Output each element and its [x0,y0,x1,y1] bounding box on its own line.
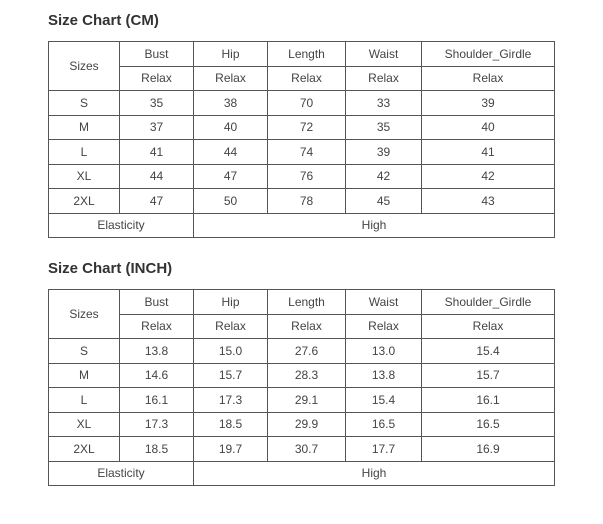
value-cell: 18.5 [120,437,194,462]
value-cell: 44 [194,140,268,165]
value-cell: 17.7 [346,437,422,462]
size-chart-cm-table [48,41,555,238]
size-cell: S [49,339,120,364]
value-cell: 15.0 [194,339,268,364]
column-header-bust: Bust [120,290,194,315]
value-cell: 47 [194,164,268,189]
sizes-header: Sizes [49,42,120,91]
size-cell: S [49,91,120,116]
table-row [49,388,555,413]
sizes-header: Sizes [49,290,120,339]
fit-subheader: Relax [120,66,194,91]
table-row [49,437,555,462]
fit-subheader: Relax [268,314,346,339]
size-cell: M [49,115,120,140]
elasticity-label: Elasticity [49,461,194,486]
fit-subheader: Relax [194,66,268,91]
value-cell: 76 [268,164,346,189]
size-cell: XL [49,412,120,437]
size-chart-cm-title: Size Chart (CM) [48,12,159,29]
column-header-waist: Waist [346,290,422,315]
value-cell: 47 [120,189,194,214]
elasticity-value: High [194,461,555,486]
fit-subheader: Relax [268,66,346,91]
elasticity-row [49,213,555,238]
value-cell: 45 [346,189,422,214]
elasticity-row [49,461,555,486]
value-cell: 30.7 [268,437,346,462]
value-cell: 35 [346,115,422,140]
header-row [49,42,555,67]
value-cell: 15.7 [194,363,268,388]
header-row [49,290,555,315]
value-cell: 43 [422,189,555,214]
value-cell: 29.9 [268,412,346,437]
column-header-length: Length [268,290,346,315]
value-cell: 29.1 [268,388,346,413]
table-row [49,140,555,165]
value-cell: 18.5 [194,412,268,437]
value-cell: 17.3 [120,412,194,437]
value-cell: 16.1 [120,388,194,413]
value-cell: 40 [194,115,268,140]
size-chart-inch-title: Size Chart (INCH) [48,260,173,277]
value-cell: 35 [120,91,194,116]
value-cell: 33 [346,91,422,116]
column-header-hip: Hip [194,42,268,67]
value-cell: 38 [194,91,268,116]
size-cell: L [49,140,120,165]
value-cell: 41 [120,140,194,165]
value-cell: 13.8 [120,339,194,364]
table-row [49,91,555,116]
subheader-row [49,314,555,339]
size-cell: 2XL [49,437,120,462]
elasticity-label: Elasticity [49,213,194,238]
column-header-waist: Waist [346,42,422,67]
value-cell: 27.6 [268,339,346,364]
value-cell: 78 [268,189,346,214]
value-cell: 39 [422,91,555,116]
value-cell: 74 [268,140,346,165]
value-cell: 15.4 [422,339,555,364]
value-cell: 15.7 [422,363,555,388]
value-cell: 16.5 [346,412,422,437]
value-cell: 17.3 [194,388,268,413]
value-cell: 37 [120,115,194,140]
column-header-length: Length [268,42,346,67]
fit-subheader: Relax [120,314,194,339]
column-header-hip: Hip [194,290,268,315]
value-cell: 42 [346,164,422,189]
value-cell: 72 [268,115,346,140]
table-row [49,363,555,388]
value-cell: 28.3 [268,363,346,388]
column-header-shoulder-girdle: Shoulder_Girdle [422,42,555,67]
value-cell: 13.0 [346,339,422,364]
value-cell: 41 [422,140,555,165]
table-row [49,164,555,189]
size-chart-inch-table [48,289,555,486]
size-cell: 2XL [49,189,120,214]
table-row [49,189,555,214]
value-cell: 19.7 [194,437,268,462]
fit-subheader: Relax [422,66,555,91]
fit-subheader: Relax [346,66,422,91]
table-row [49,412,555,437]
table-row [49,339,555,364]
value-cell: 14.6 [120,363,194,388]
table-row [49,115,555,140]
value-cell: 42 [422,164,555,189]
value-cell: 39 [346,140,422,165]
size-cell: XL [49,164,120,189]
fit-subheader: Relax [194,314,268,339]
column-header-shoulder-girdle: Shoulder_Girdle [422,290,555,315]
fit-subheader: Relax [422,314,555,339]
size-cell: L [49,388,120,413]
value-cell: 16.5 [422,412,555,437]
value-cell: 70 [268,91,346,116]
elasticity-value: High [194,213,555,238]
size-cell: M [49,363,120,388]
value-cell: 16.1 [422,388,555,413]
value-cell: 44 [120,164,194,189]
subheader-row [49,66,555,91]
value-cell: 50 [194,189,268,214]
column-header-bust: Bust [120,42,194,67]
value-cell: 40 [422,115,555,140]
fit-subheader: Relax [346,314,422,339]
value-cell: 16.9 [422,437,555,462]
value-cell: 13.8 [346,363,422,388]
value-cell: 15.4 [346,388,422,413]
